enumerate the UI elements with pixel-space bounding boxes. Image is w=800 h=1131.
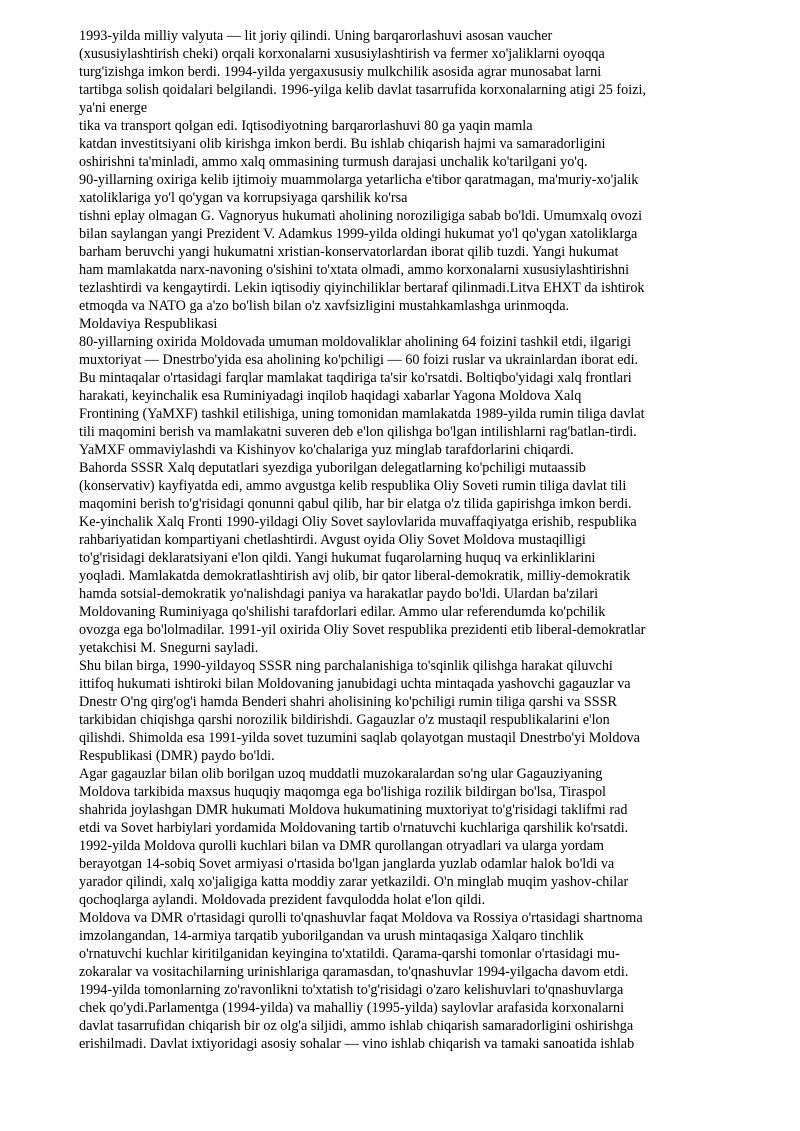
document-text xyxy=(79,27,800,1071)
text-line: zokaralar va vositachilarning urinishlariga qaramasdan, to'qnashuvlar 1994-yilgacha davom etdi. xyxy=(79,964,629,980)
text-line: qochoqlarga aylandi. Moldovada prezident favqulodda holat e'lon qildi. xyxy=(79,892,486,908)
text-line: Moldova tarkibida maxsus huquqiy maqomga ega bo'lishiga rozilik bildirgan bo'lsa, Tiraspol xyxy=(79,784,606,800)
text-line: to'g'risidagi deklaratsiyani e'lon qildi. Yangi hukumat fuqarolarning huquq va erkinliklarini xyxy=(79,550,596,566)
text-line: ovozga ega bo'lolmadilar. 1991-yil oxirida Oliy Sovet respublika prezidenti etib liberal-demokratlar xyxy=(79,622,646,638)
text-line: 90-yillarning oxiriga kelib ijtimoiy muammolarga yetarlicha e'tibor qaratmagan, ma'muriy-xo'jalik xyxy=(79,172,639,188)
text-line: shahrida joylashgan DMR hukumati Moldova hukumatining muxtoriyat to'g'risidagi taklifmi rad xyxy=(79,802,628,818)
text-line: Bu mintaqalar o'rtasidagi farqlar mamlakat taqdiriga ta'sir ko'rsatdi. Boltiqbo'yidagi xalq frontlari xyxy=(79,370,632,386)
text-line: yarador qilindi, xalq xo'jaligiga katta moddiy zarar yetkazildi. O'n minglab muqim yashov-chilar xyxy=(79,874,629,890)
text-line: Moldova va DMR o'rtasidagi qurolli to'qnashuvlar faqat Moldova va Rossiya o'rtasidagi shartnoma xyxy=(79,910,643,926)
text-line: etmoqda va NATO ga a'zo bo'lish bilan o'z xavfsizligini mustahkamlashga urinmoqda. xyxy=(79,298,570,314)
text-line: 1993-yilda milliy valyuta — lit joriy qilindi. Uning barqarorlashuvi asosan vaucher xyxy=(79,28,553,44)
text-line: katdan investitsiyani olib kirishga imkon berdi. Bu ishlab chiqarish hajmi va samaradorligini xyxy=(79,136,606,152)
text-line: harakati, keyinchalik esa Ruminiyadagi inqilob haqidagi xabarlar Yagona Moldova Xalq xyxy=(79,388,582,404)
text-line: tezlashtirdi va kengaytirdi. Lekin iqtisodiy qiyinchiliklar bertaraf qilinmadi.Litva EHXT da ishtirok xyxy=(79,280,645,296)
text-line: 1994-yilda tomonlarning zo'ravonlikni to'xtatish to'g'risidagi o'zaro kelishuvlari to'qnashuvlarga xyxy=(79,982,624,998)
text-line: ittifoq hukumati ishtiroki bilan Moldovaning janubidagi uchta mintaqada yashovchi gagauzlar va xyxy=(79,676,631,692)
text-line: tishni eplay olmagan G. Vagnoryus hukumati aholining noroziligiga sabab bo'ldi. Umumxalq ovozi xyxy=(79,208,643,224)
text-line: muxtoriyat — Dnestrbo'yida esa aholining ko'pchiligi — 60 foizi ruslar va ukrainlardan iborat edi. xyxy=(79,352,639,368)
text-line: tarkibidan chiqishga qarshi norozilik bildirishdi. Gagauzlar o'z mustaqil respublikalarini e'lon xyxy=(79,712,610,728)
text-line: tili maqomini berish va mamlakatni suveren deb e'lon qilishga bo'lgan intilishlarni rag'batlan-tirdi. xyxy=(79,424,637,440)
text-line: yoqladi. Mamlakatda demokratlashtirish avj olib, bir qator liberal-demokratik, milliy-demokratik xyxy=(79,568,631,584)
text-line: bilan saylangan yangi Prezident V. Adamkus 1999-yilda oldingi hukumat yo'l qo'ygan xatoliklarga xyxy=(79,226,638,242)
text-line: (konservativ) kayfiyatda edi, ammo avgustga kelib respublika Oliy Soveti rumin tiliga davlat tili xyxy=(79,478,627,494)
text-line: tika va transport qolgan edi. Iqtisodiyotning barqarorlashuvi 80 ga yaqin mamla xyxy=(79,118,533,134)
text-line: Dnestr O'ng qirg'og'i hamda Benderi shahri aholisining ko'pchiligi rumin tiliga qarshi va SSSR xyxy=(79,694,618,710)
text-line: YaMXF ommaviylashdi va Kishinyov ko'chalariga yuz minglab tarafdorlarini chiqardi. xyxy=(79,442,574,458)
text-line: 80-yillarning oxirida Moldovada umuman moldovaliklar aholining 64 foizini tashkil etdi, ilgarigi xyxy=(79,334,632,350)
text-line: davlat tasarrufidan chiqarish bir oz olg'a siljidi, ammo ishlab chiqarish samaradorligini oshirishga xyxy=(79,1018,634,1034)
text-line: 1992-yilda Moldova qurolli kuchlari bilan va DMR qurollangan otryadlari va ularga yordam xyxy=(79,838,604,854)
text-line: oshirishni ta'minladi, ammo xalq ommasining turmush darajasi unchalik ko'tarilgani yo'q. xyxy=(79,154,588,170)
text-line: imzolangandan, 14-armiya tarqatib yuborilgandan va urush mintaqasiga Xalqaro tinchlik xyxy=(79,928,584,944)
text-line: Bahorda SSSR Xalq deputatlari syezdiga yuborilgan delegatlarning ko'pchiligi mutaassib xyxy=(79,460,586,476)
text-line: berayotgan 14-sobiq Sovet armiyasi o'rtasida bo'lgan janglarda yuzlab odamlar halok bo'ldi va xyxy=(79,856,615,872)
text-line: Ke-yinchalik Xalq Fronti 1990-yildagi Oliy Sovet saylovlarida muvaffaqiyatga erishib, respublika xyxy=(79,514,637,530)
text-line: Shu bilan birga, 1990-yildayoq SSSR ning parchalanishiga to'sqinlik qilishga harakat qiluvchi xyxy=(79,658,613,674)
text-line: hamda sotsial-demokratik yo'nalishdagi paniya va harakatlar paydo bo'ldi. Ulardan ba'zilari xyxy=(79,586,599,602)
text-line: (xususiylashtirish cheki) orqali korxonalarni xususiylashtirish va fermer xo'jaliklarni oyoqqa xyxy=(79,46,605,62)
text-line: rahbariyatidan kompartiyani chetlashtirdi. Avgust oyida Oliy Sovet Moldova mustaqilligi xyxy=(79,532,586,548)
text-line: maqomini berish to'g'risidagi qonunni qabul qilib, har bir elatga o'z tilida gapirishga imkon berdi. xyxy=(79,496,632,512)
text-line: qilishdi. Shimolda esa 1991-yilda sovet tuzumini saqlab qolayotgan mustaqil Dnestrbo'yi Moldova xyxy=(79,730,640,746)
text-line: Moldovaning Ruminiyaga qo'shilishi tarafdorlari edilar. Ammo ular referendumda ko'pchilik xyxy=(79,604,606,620)
text-line: turg'izishga imkon berdi. 1994-yilda yergaxususiy mulkchilik asosida agrar munosabat larni xyxy=(79,64,602,80)
text-line: Frontining (YaMXF) tashkil etilishiga, uning tomonidan mamlakatda 1989-yilda rumin tiliga davlat xyxy=(79,406,645,422)
text-line: Respublikasi (DMR) paydo bo'ldi. xyxy=(79,748,275,764)
section-heading: Moldaviya Respublikasi xyxy=(79,316,218,332)
text-line xyxy=(79,1053,800,1071)
text-line: o'rnatuvchi kuchlar kiritilganidan keyingina to'xtatildi. Qarama-qarshi tomonlar o'rtasidagi mu- xyxy=(79,946,620,962)
text-line: xatoliklariga yo'l qo'ygan va korrupsiyaga qarshilik ko'rsa xyxy=(79,190,408,206)
text-line: ham mamlakatda narx-navoning o'sishini to'xtata olmadi, ammo korxonalarni xususiylashtirishni xyxy=(79,262,630,278)
text-line: erishilmadi. Davlat ixtiyoridagi asosiy sohalar — vino ishlab chiqarish va tamaki sanoatida ishlab xyxy=(79,1036,635,1052)
text-line: tartibga solish qoidalari belgilandi. 1996-yilga kelib davlat tasarrufida korxonalarning atigi 25 foizi, xyxy=(79,82,646,98)
text-line: barham beruvchi yangi hukumatni xristian-konservatorlardan iborat qilib tuzdi. Yangi hukumat xyxy=(79,244,619,260)
text-line: ya'ni energe xyxy=(79,100,148,116)
text-line: yetakchisi M. Snegurni sayladi. xyxy=(79,640,259,656)
text-line: etdi va Sovet harbiylari yordamida Moldovaning tartib o'rnatuvchi kuchlariga qarshilik ko'rsatdi. xyxy=(79,820,629,836)
text-line: chek qo'ydi.Parlamentga (1994-yilda) va mahalliy (1995-yilda) saylovlar arafasida korxonalarni xyxy=(79,1000,625,1016)
text-line: Agar gagauzlar bilan olib borilgan uzoq muddatli muzokaralardan so'ng ular Gagauziyaning xyxy=(79,766,603,782)
